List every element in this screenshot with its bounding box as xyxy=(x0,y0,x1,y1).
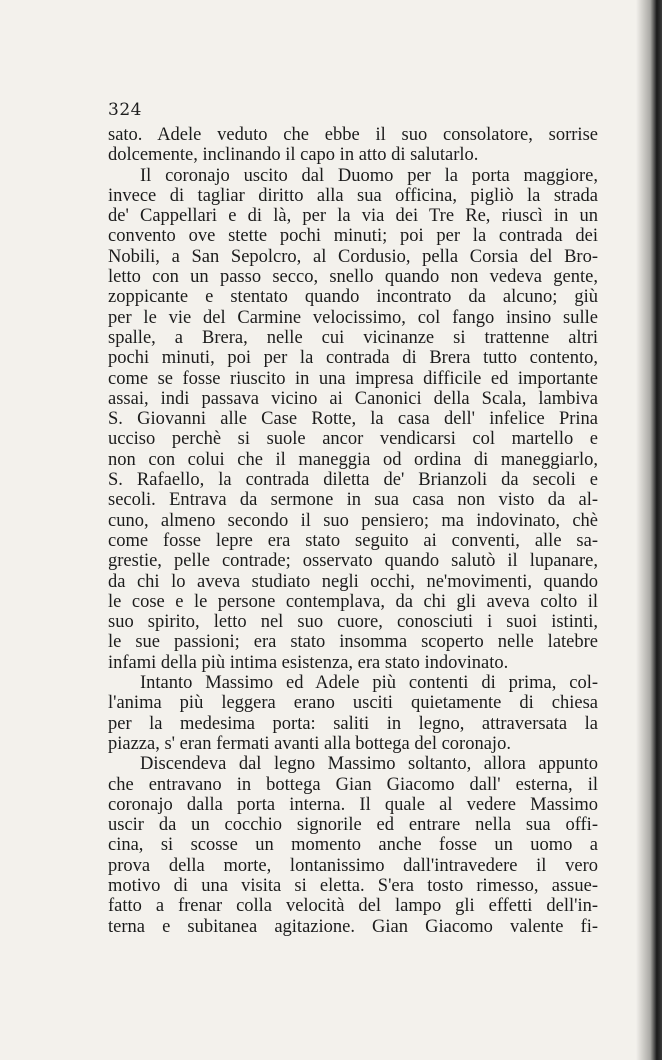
text-line: Discendeva dal legno Massimo soltanto, allora appunto xyxy=(140,754,598,775)
page-number: 324 xyxy=(108,100,142,120)
body-text xyxy=(108,125,598,937)
text-line: non con colui che il maneggia od ordina di maneggiarlo, xyxy=(108,449,598,470)
text-line: sato. Adele veduto che ebbe il suo consolatore, sorrise xyxy=(108,125,598,145)
text-line: che entravano in bottega Gian Giacomo dall' esterna, il xyxy=(108,774,598,795)
text-line: coronajo dalla porta interna. Il quale al vedere Massimo xyxy=(108,794,598,815)
text-line: uscir da un cocchio signorile ed entrare nella sua offi- xyxy=(108,815,598,836)
text-line: fatto a frenar colla velocità del lampo gli effetti dell'in- xyxy=(108,896,598,917)
text-line: Il coronajo uscito dal Duomo per la porta maggiore, xyxy=(140,165,598,186)
text-line: convento ove stette pochi minuti; poi per la contrada dei xyxy=(108,226,598,247)
text-line: de' Cappellari e di là, per la via dei Tre Re, riuscì in un xyxy=(108,206,598,227)
text-line: per la medesima porta: saliti in legno, attraversata la xyxy=(108,713,598,734)
text-line: motivo di una visita si eletta. S'era tosto rimesso, assue- xyxy=(108,875,598,896)
text-line: cuno, almeno secondo il suo pensiero; ma indovinato, chè xyxy=(108,510,598,531)
text-line: piazza, s' eran fermati avanti alla bottega del coronajo. xyxy=(108,733,511,754)
text-line: S. Giovanni alle Case Rotte, la casa dell' infelice Prina xyxy=(108,409,598,430)
text-line: suo spirito, letto nel suo cuore, conosciuti i suoi istinti, xyxy=(108,612,598,633)
text-line: infami della più intima esistenza, era stato indovinato. xyxy=(108,652,509,673)
text-line: S. Rafaello, la contrada diletta de' Brianzoli da secoli e xyxy=(108,470,598,491)
text-line: le cose e le persone contemplava, da chi gli aveva colto il xyxy=(108,591,598,612)
text-line: invece di tagliar diritto alla sua officina, pigliò la strada xyxy=(108,185,598,206)
text-line: Intanto Massimo ed Adele più contenti di prima, col- xyxy=(140,673,598,694)
text-line: prova della morte, lontanissimo dall'intravedere il vero xyxy=(108,855,598,876)
text-line: spalle, a Brera, nelle cui vicinanze si trattenne altri xyxy=(108,327,598,348)
text-line: le sue passioni; era stato insomma scoperto nelle latebre xyxy=(108,632,598,653)
text-line: da chi lo aveva studiato negli occhi, ne'movimenti, quando xyxy=(108,571,598,592)
text-line: zoppicante e stentato quando incontrato da alcuno; giù xyxy=(108,287,598,308)
text-line: grestie, pelle contrade; osservato quando salutò il lupanare, xyxy=(108,551,598,572)
text-line: letto con un passo secco, snello quando non vedeva gente, xyxy=(108,267,598,288)
text-line: come se fosse riuscito in una impresa difficile ed importante xyxy=(108,368,598,389)
text-line: secoli. Entrava da sermone in sua casa non visto da al- xyxy=(108,490,598,511)
text-line: pochi minuti, poi per la contrada di Brera tutto contento, xyxy=(108,348,598,369)
page-edge-shadow xyxy=(636,0,662,1060)
text-line: Nobili, a San Sepolcro, al Cordusio, pella Corsia del Bro- xyxy=(108,246,598,267)
text-line: l'anima più leggera erano usciti quietamente di chiesa xyxy=(108,693,598,714)
text-line: assai, indi passava vicino ai Canonici della Scala, lambiva xyxy=(108,388,598,409)
text-line: come fosse lepre era stato seguito ai conventi, alle sa- xyxy=(108,530,598,551)
text-line: per le vie del Carmine velocissimo, col fango insino sulle xyxy=(108,307,598,328)
text-line: cina, si scosse un momento anche fosse un uomo a xyxy=(108,835,598,856)
text-line: dolcemente, inclinando il capo in atto di salutarlo. xyxy=(108,145,479,166)
text-line: terna e subitanea agitazione. Gian Giacomo valente fi- xyxy=(108,916,598,937)
text-line: ucciso perchè si suole ancor vendicarsi col martello e xyxy=(108,429,598,450)
